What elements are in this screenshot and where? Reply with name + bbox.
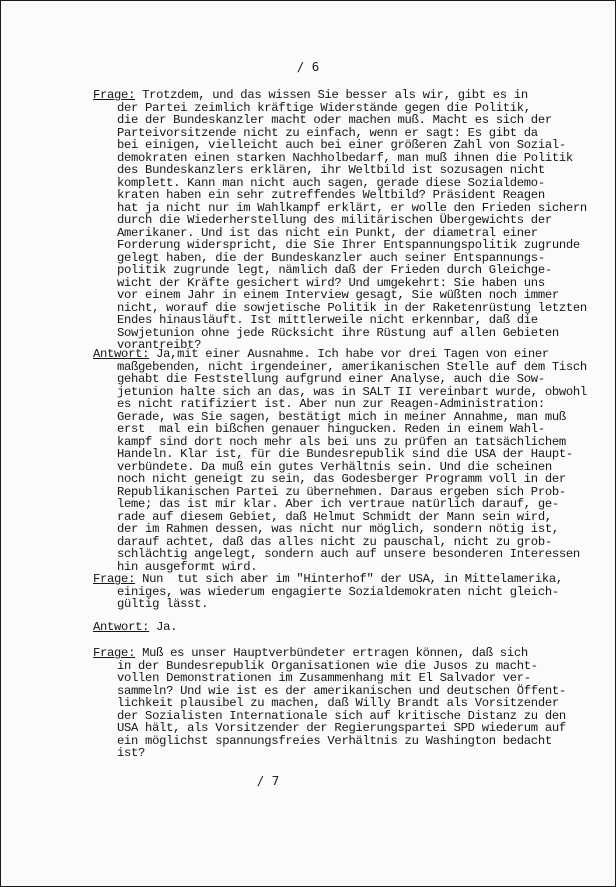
text-line: Forderung widerspricht, die Sie Ihrer Entspannungspolitik zugrunde — [117, 238, 580, 252]
page-number-top: / 6 — [296, 59, 320, 74]
text-line: maßgebenden, nicht irgendeiner, amerikanischen Stelle auf dem Tisch — [117, 359, 587, 374]
text-line: verbündete. Da muß ein gutes Verhältnis sein. Und die scheinen — [117, 459, 552, 474]
block-first-line — [93, 621, 593, 634]
text-line: schlächtig angelegt, sondern auch auf unsere besonderen Interessen — [117, 547, 580, 561]
text-line: nicht, worauf die sowjetische Politik in der Raketenrüstung letzten — [117, 300, 587, 315]
text-line: Parteivorsitzende nicht zu einfach, wenn er sagt: Es gibt da — [117, 125, 538, 140]
line-text: Nun tut sich aber im "Hinterhof" der USA, in Mittelamerika, — [135, 572, 563, 586]
text-line: leme; das ist mir klar. Aber ich vertraue natürlich darauf, ge- — [117, 497, 559, 511]
text-line: hat ja nicht nur im Wahlkampf erklärt, er wolle den Frieden sichern — [117, 200, 587, 215]
text-line: darauf achtet, daß das alles nicht zu pauschal, nicht zu grob- — [117, 534, 552, 549]
text-line: vor einem Jahr in einem Interview gesagt, Sie wüßten noch immer — [117, 288, 559, 302]
text-line: gültig lässt. — [117, 597, 209, 611]
text-line: gehabt die Feststellung aufgrund einer Analyse, auch die Sow- — [117, 372, 545, 386]
speaker-label: Antwort: — [93, 347, 150, 361]
text-line: komplett. Kann man nicht auch sagen, gerade diese Sozialdemo- — [117, 175, 545, 190]
speaker-label: Frage: — [93, 646, 136, 660]
text-line: erst mal ein bißchen genauer hingucken. Reden in einem Wahl- — [117, 422, 545, 436]
text-line: Handeln. Klar ist, für die Bundesrepublik sind die USA der Haupt- — [117, 447, 573, 461]
text-line: noch nicht geneigt zu sein, das Godesberger Programm voll in der — [117, 472, 566, 486]
question-block-1 — [93, 89, 593, 352]
text-line: Amerikaner. Und ist das nicht ein Punkt, der diametral einer — [117, 225, 538, 240]
speaker-label: Frage: — [93, 572, 136, 586]
text-line: vorantreibt? — [117, 338, 202, 352]
text-line: Endes hinausläuft. Ist mittlerweile nicht erkennbar, daß die — [117, 313, 538, 327]
text-line: ist? — [117, 746, 146, 760]
text-line: kraten haben ein sehr zutreffendes Weltbild? Präsident Reagen — [117, 188, 545, 202]
text-line: Republikanischen Partei zu übernehmen. Daraus ergeben sich Prob- — [117, 484, 566, 499]
text-line: bei einigen, vielleicht auch bei einer größeren Zahl von Sozial- — [117, 138, 566, 152]
block-first-line — [93, 573, 593, 586]
text-line: einiges, was wiederum engagierte Sozialdemokraten nicht gleich- — [117, 584, 559, 599]
text-line: Sowjetunion ohne jede Rücksicht ihre Rüstung auf allen Gebieten — [117, 325, 559, 340]
text-line: wicht der Kräfte gesichert wird? Und umgekehrt: Sie haben uns — [117, 275, 545, 290]
text-line: kampf sind dort noch mehr als bei uns zu prüfen an tatsächlichem — [117, 434, 566, 449]
text-line: USA hält, als Vorsitzender der Regierungspartei SPD wiederum auf — [117, 721, 566, 735]
answer-block-1 — [93, 348, 593, 573]
text-line: gelegt haben, die der Bundeskanzler auch seiner Entspannungs- — [117, 250, 545, 265]
text-line: der Sozialisten Internationale sich auf kritische Distanz zu den — [117, 708, 566, 723]
line-text: Trotzdem, und das wissen Sie besser als wir, gibt es in — [135, 88, 528, 102]
text-line: rade auf diesem Gebiet, daß Helmut Schmidt der Mann sein wird, — [117, 509, 552, 524]
text-line: hin ausgeformt wird. — [117, 559, 258, 574]
text-line: vollen Demonstrationen im Zusammenhang mit El Salvador ver- — [117, 671, 531, 685]
answer-block-2 — [93, 621, 593, 634]
text-line: der Partei zeimlich kräftige Widerstände gegen die Politik, — [117, 100, 531, 115]
block-first-line — [93, 89, 593, 102]
text-line: die der Bundeskanzler macht oder machen muß. Macht es sich der — [117, 113, 552, 127]
page-number-bottom: / 7 — [256, 773, 280, 788]
text-line: Gerade, was Sie sagen, bestätigt mich in meiner Annahme, man muß — [117, 409, 566, 424]
text-line: sammeln? Und wie ist es der amerikanischen und deutschen Öffent- — [117, 683, 566, 698]
question-block-3 — [93, 647, 593, 760]
text-line: in der Bundesrepublik Organisationen wie die Jusos zu macht- — [117, 658, 538, 673]
line-text: Ja,mit einer Ausnahme. Ich habe vor drei Tagen von einer — [149, 347, 549, 361]
text-line: der im Rahmen dessen, was nicht nur möglich, sondern nötig ist, — [117, 522, 559, 536]
line-text: Ja. — [149, 620, 178, 634]
text-line: lichkeit plausibel zu machen, daß Willy Brandt als Vorsitzender — [117, 696, 559, 710]
text-line: des Bundeskanzlers erklären, ihr Weltbild ist sozusagen nicht — [117, 163, 545, 177]
block-first-line — [93, 647, 593, 660]
speaker-label: Frage: — [93, 88, 136, 102]
text-line: jetunion halte sich an das, was in SALT II vereinbart wurde, obwohl — [117, 384, 587, 399]
block-first-line — [93, 348, 593, 361]
text-line: ein möglichst spannungsfreies Verhältnis zu Washington bedacht — [117, 733, 552, 748]
speaker-label: Antwort: — [93, 620, 150, 634]
text-line: demokraten einen starken Nachholbedarf, man muß ihnen die Politik — [117, 150, 573, 165]
line-text: Muß es unser Hauptverbündeter ertragen können, daß sich — [135, 646, 528, 660]
question-block-2 — [93, 573, 593, 611]
text-line: es nicht ratifiziert ist. Aber nun zur Reagen-Administration: — [117, 397, 545, 411]
text-line: durch die Wiederherstellung des militärischen Übergewichts der — [117, 213, 552, 227]
text-line: politik zugrunde legt, nämlich daß der Frieden durch Gleichge- — [117, 263, 552, 277]
